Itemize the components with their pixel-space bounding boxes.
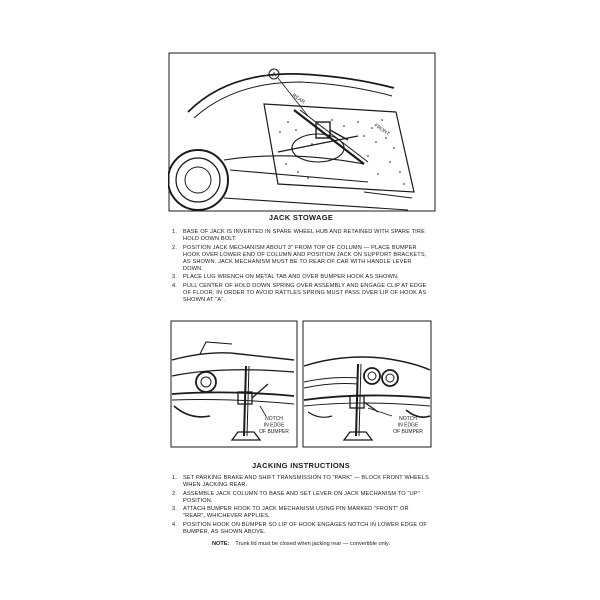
notch-label-line1: NOTCH: [399, 416, 417, 422]
notch-label-line3: OF BUMPER: [393, 429, 423, 435]
jack-stowage-title: JACK STOWAGE: [268, 213, 334, 222]
jacking-step: 1. SET PARKING BRAKE AND SHIFT TRANSMISSION TO "PARK" — BLOCK FRONT WHEELS WHEN JACKING REAR.: [172, 475, 429, 488]
stowage-step: 2. POSITION JACK MECHANISM ABOUT 3" FROM TOP OF COLUMN — PLACE BUMPER HOOK OVER LOWER END OF COLUMN AND POSITION JACK ON SUPPORT BRACKETS, AS SHOWN. JACK MECHANISM MUST BE TO REAR OF CAR WITH HANDLE LEVER DOWN.: [172, 244, 427, 272]
jacking-note: [212, 541, 432, 547]
stowage-step: 3. PLACE LUG WRENCH ON METAL TAB AND OVER BUMPER HOOK AS SHOWN.: [172, 274, 399, 281]
jacking-step: 4. POSITION HOOK ON BUMPER SO LIP OF HOOK ENGAGES NOTCH IN LOWER EDGE OF BUMPER, AS SHOWN ABOVE.: [172, 521, 427, 535]
trunk-jack-stowage-illustration: [168, 52, 436, 212]
jack-stowage-steps: [172, 229, 430, 305]
jacking-step: 3. ATTACH BUMPER HOOK TO JACK MECHANISM USING PIN MARKED "FRONT" OR "REAR", WHICHEVER APPLIES.: [172, 506, 409, 520]
notch-label-line2: IN EDGE: [263, 422, 285, 429]
jacking-instructions-steps: [172, 475, 430, 537]
stowage-step: 4. PULL CENTER OF HOLD DOWN SPRING OVER ASSEMBLY AND ENGAGE CLIP AT EDGE OF FLOOR, IN ORDER TO AVOID RATTLES SPRING MUST PASS OVER LIP OF HOOK AS SHOWN AT "A".: [172, 282, 427, 303]
note-label: NOTE:: [212, 541, 230, 547]
jacking-instructions-title: JACKING INSTRUCTIONS: [251, 461, 351, 470]
rear-label: REAR: [290, 92, 306, 106]
stowage-step: 1. BASE OF JACK IS INVERTED IN SPARE WHEEL HUB AND RETAINED WITH SPARE TIRE HOLD DOWN BOLT.: [172, 229, 425, 242]
front-jacking-illustration: [302, 320, 432, 448]
notch-label-line2: IN EDGE: [397, 422, 419, 429]
front-label: FRONT: [372, 122, 391, 138]
callout-a: A: [271, 72, 277, 79]
note-text: Trunk lid must be closed when jacking rear — convertible only.: [235, 541, 390, 547]
rear-jacking-illustration: [170, 320, 298, 448]
notch-label-line1: NOTCH: [265, 416, 283, 422]
notch-label-line3: OF BUMPER: [259, 429, 289, 435]
jacking-step: 2. ASSEMBLE JACK COLUMN TO BASE AND SET LEVER ON JACK MECHANISM TO "UP" POSITION.: [172, 490, 420, 504]
